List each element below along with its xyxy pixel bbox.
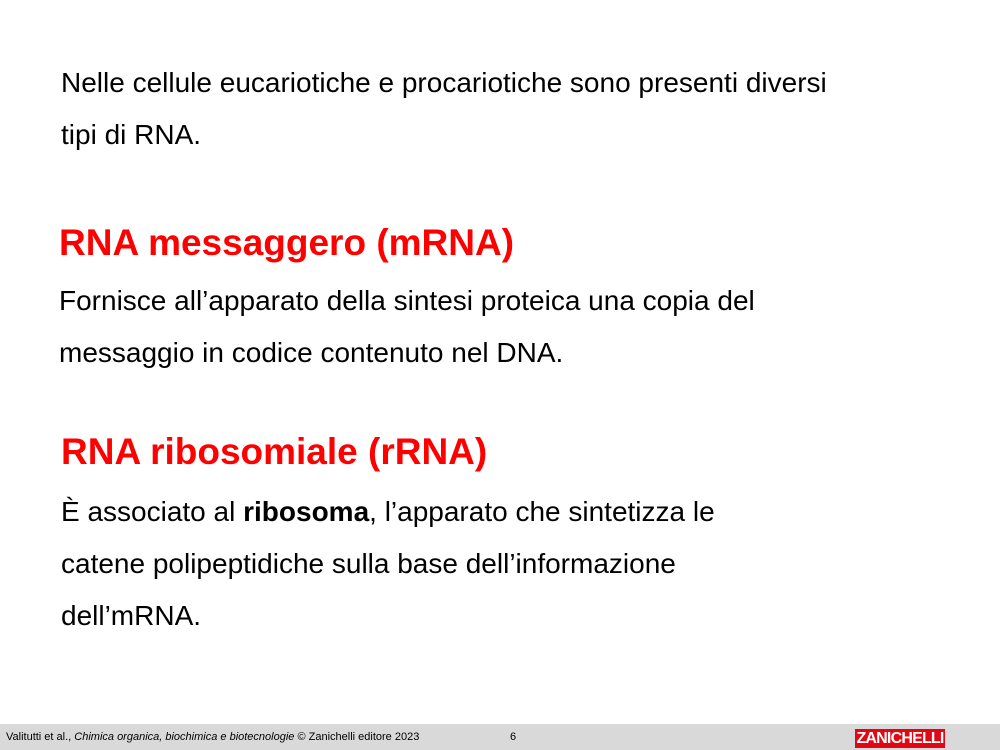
heading-mrna: RNA messaggero (mRNA) <box>59 222 515 263</box>
mrna-paragraph <box>59 275 959 379</box>
rrna-paragraph <box>61 486 961 642</box>
rrna-line-2: catene polipeptidiche sulla base dell’informazione <box>61 548 676 579</box>
mrna-line-2: messaggio in codice contenuto nel DNA. <box>59 337 564 368</box>
ribosoma-term: ribosoma <box>243 496 370 527</box>
intro-line-2: tipi di RNA. <box>61 119 202 150</box>
citation-authors: Valitutti et al., <box>6 731 75 743</box>
citation-publisher: © Zanichelli editore 2023 <box>294 731 420 743</box>
rrna-line-1-pre: È associato al <box>61 496 244 527</box>
heading-rrna: RNA ribosomiale (rRNA) <box>61 431 488 472</box>
intro-line-1: Nelle cellule eucariotiche e procariotiche sono presenti diversi <box>61 67 827 98</box>
intro-paragraph <box>61 57 961 161</box>
footer-bar <box>0 724 1000 750</box>
rrna-line-1-post: , l’apparato che sintetizza le <box>369 496 715 527</box>
rrna-line-3: dell’mRNA. <box>61 600 202 631</box>
mrna-line-1: Fornisce all’apparato della sintesi proteica una copia del <box>59 285 755 316</box>
zanichelli-logo: ZANICHELLI <box>856 730 944 747</box>
footer-citation <box>6 731 419 743</box>
citation-book-title: Chimica organica, biochimica e biotecnologie <box>74 731 295 743</box>
page-number: 6 <box>510 731 517 743</box>
